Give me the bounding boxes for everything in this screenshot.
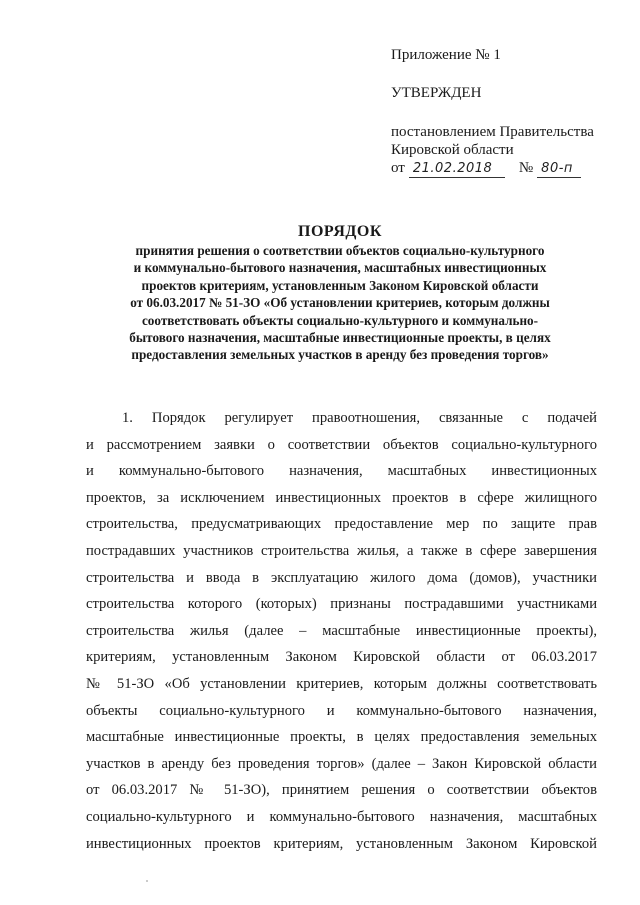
decree-line-1: постановлением Правительства bbox=[391, 124, 594, 140]
body-line: социально-культурного и коммунально-бытового назначения, масштабных bbox=[86, 808, 597, 825]
appendix-label: Приложение № 1 bbox=[391, 47, 501, 63]
body-line: и коммунально-бытового назначения, масштабных инвестиционных bbox=[86, 463, 597, 480]
body-line: пострадавших участников строительства жилья, а также в сфере завершения bbox=[86, 542, 597, 559]
subtitle-line: бытового назначения, масштабные инвестиционные проекты, в целях bbox=[129, 330, 551, 346]
body-line: объекты социально-культурного и коммунально-бытового назначения, bbox=[86, 702, 597, 719]
handwritten-date: 21.02.2018 bbox=[409, 161, 505, 178]
document-title: ПОРЯДОК bbox=[298, 223, 382, 240]
body-line: 1. Порядок регулирует правоотношения, связанные с подачей bbox=[122, 410, 597, 426]
body-line: инвестиционных проектов критериям, установленным Законом Кировской bbox=[86, 835, 597, 852]
body-line: строительства жилья (далее – масштабные инвестиционные проекты), bbox=[86, 622, 597, 639]
body-line: участков в аренду без проведения торгов» (далее – Закон Кировской области bbox=[86, 755, 597, 772]
subtitle-line: и коммунально-бытового назначения, масштабных инвестиционных bbox=[133, 260, 547, 276]
scan-speck bbox=[146, 880, 148, 882]
date-prefix: от bbox=[391, 160, 405, 176]
subtitle-line: от 06.03.2017 № 51-ЗО «Об установлении критериев, которым должны bbox=[130, 295, 550, 311]
body-line: от 06.03.2017 № 51-ЗО), принятием решения о соответствии объектов bbox=[86, 782, 597, 799]
decree-date-line bbox=[391, 159, 621, 178]
decree-line-2: Кировской области bbox=[391, 142, 514, 158]
approved-label: УТВЕРЖДЕН bbox=[391, 85, 482, 101]
body-line: проектов, за исключением инвестиционных проектов в сфере жилищного bbox=[86, 489, 597, 506]
document-title-block bbox=[70, 222, 610, 364]
body-line: строительства которого (которых) признаны пострадавшими участниками bbox=[86, 596, 597, 613]
body-line: масштабные инвестиционные проекты, в целях предоставления земельных bbox=[86, 729, 597, 746]
body-line: строительства и ввода в эксплуатацию жилого дома (домов), участники bbox=[86, 569, 597, 586]
body-line: строительства, предусматривающих предоставление мер по защите прав bbox=[86, 516, 597, 533]
subtitle-line: предоставления земельных участков в аренду без проведения торгов» bbox=[131, 347, 549, 363]
body-line: № 51-ЗО «Об установлении критериев, которым должны соответствовать bbox=[86, 675, 597, 692]
approval-header bbox=[391, 46, 621, 178]
body-line: и рассмотрением заявки о соответствии объектов социально-культурного bbox=[86, 436, 597, 453]
subtitle-line: принятия решения о соответствии объектов социально-культурного bbox=[135, 243, 545, 258]
handwritten-number: 80-п bbox=[537, 161, 581, 178]
number-prefix: № bbox=[518, 160, 534, 176]
body-line: критериям, установленным Законом Кировской области от 06.03.2017 bbox=[86, 649, 597, 666]
subtitle-line: соответствовать объекты социально-культурного и коммунально- bbox=[141, 312, 539, 328]
subtitle-line: проектов критериям, установленным Законом Кировской области bbox=[141, 277, 539, 293]
body-paragraph bbox=[86, 405, 597, 857]
